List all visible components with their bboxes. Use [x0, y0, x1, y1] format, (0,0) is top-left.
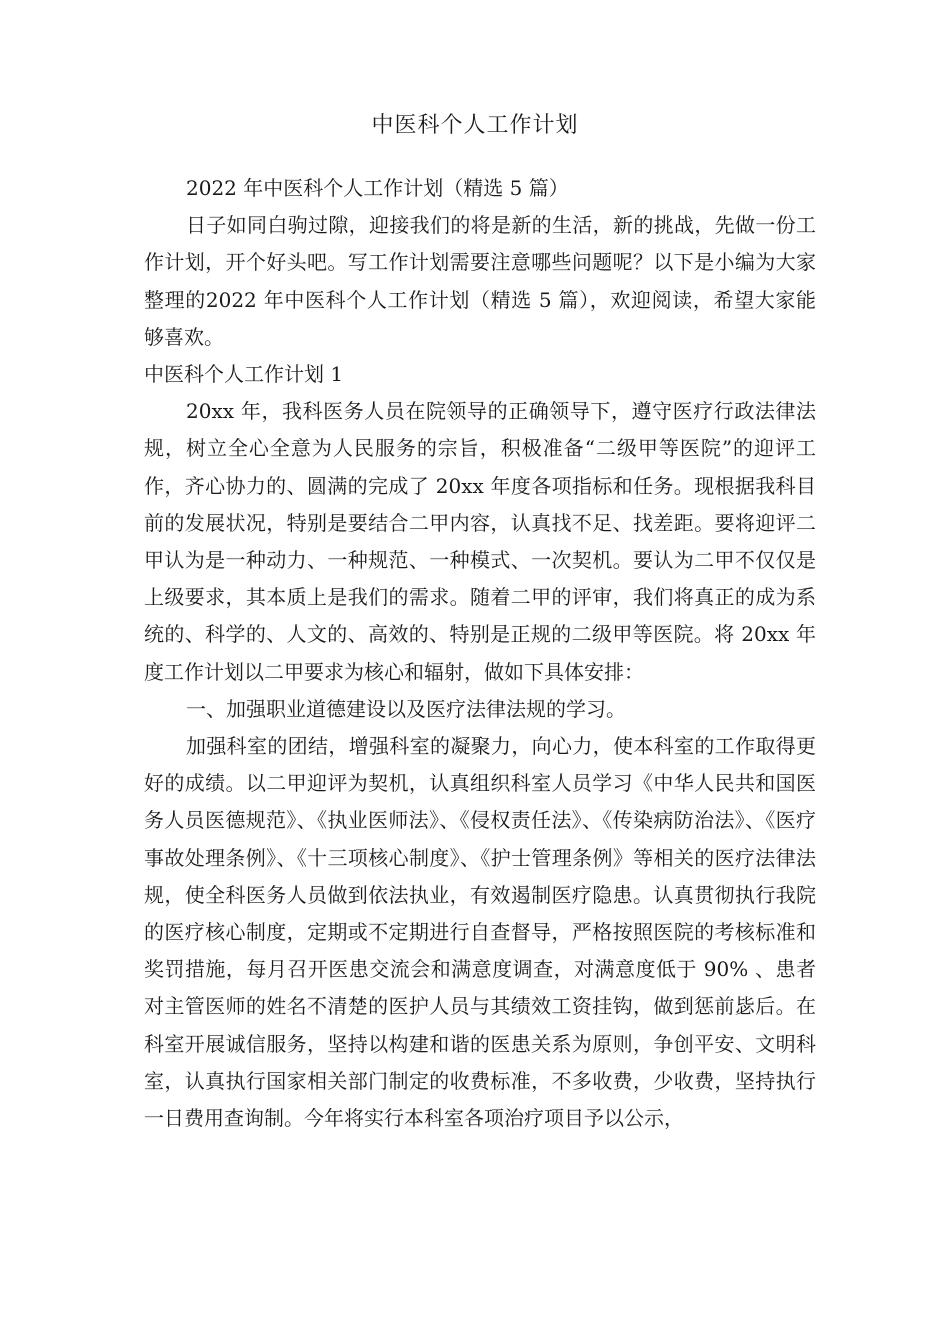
intro-paragraph: 日子如同白驹过隙，迎接我们的将是新的生活，新的挑战，先做一份工作计划，开个好头吧。写工作计划需要注意哪些问题呢？以下是小编为大家整理的2022 年中医科个人工作计划（精选 5 篇），欢迎阅读，希望大家能够喜欢。	[144, 213, 816, 349]
body-paragraph: 20xx 年，我科医务人员在院领导的正确领导下，遵守医疗行政法律法规，树立全心全意为人民服务的宗旨，积极准备“二级甲等医院”的迎评工作，齐心协力的、圆满的完成了 20xx 年度各项指标和任务。现根据我科目前的发展状况，特别是要结合二甲内容，认真找不足、找差距。要将迎评二甲认为是一种动力、一种规范、一种模式、一次契机。要认为二甲不仅仅是上级要求，其本质上是我们的需求。随着二甲的评审，我们将真正的成为系统的、科学的、人文的、高效的、特别是正规的二级甲等医院。将 20xx 年度工作计划以二甲要求为核心和辐射，做如下具体安排：	[144, 399, 816, 684]
document-body	[144, 170, 816, 1137]
list-heading: 一、加强职业道德建设以及医疗法律法规的学习。	[186, 696, 626, 721]
body-paragraph: 加强科室的团结，增强科室的凝聚力，向心力，使本科室的工作取得更好的成绩。以二甲迎评为契机，认真组织科室人员学习《中华人民共和国医务人员医德规范》、《执业医师法》、《侵权责任法》、《传染病防治法》、《医疗事故处理条例》、《十三项核心制度》、《护士管理条例》等相关的医疗法律法规，使全科医务人员做到依法执业，有效遏制医疗隐患。认真贯彻执行我院的医疗核心制度，定期或不定期进行自查督导，严格按照医院的考核标准和奖罚措施，每月召开医患交流会和满意度调查，对满意度低于 90% 、患者对主管医师的姓名不清楚的医护人员与其绩效工资挂钩，做到惩前毖后。在科室开展诚信服务，坚持以构建和谐的医患关系为原则，争创平安、文明科室，认真执行国家相关部门制定的收费标准，不多收费，少收费，坚持执行一日费用查询制。今年将实行本科室各项治疗项目予以公示，	[144, 734, 816, 1131]
subtitle-paragraph: 2022 年中医科个人工作计划（精选 5 篇）	[186, 176, 569, 200]
section-heading: 中医科个人工作计划 1	[144, 362, 344, 387]
document-title: 中医科个人工作计划	[371, 113, 579, 138]
